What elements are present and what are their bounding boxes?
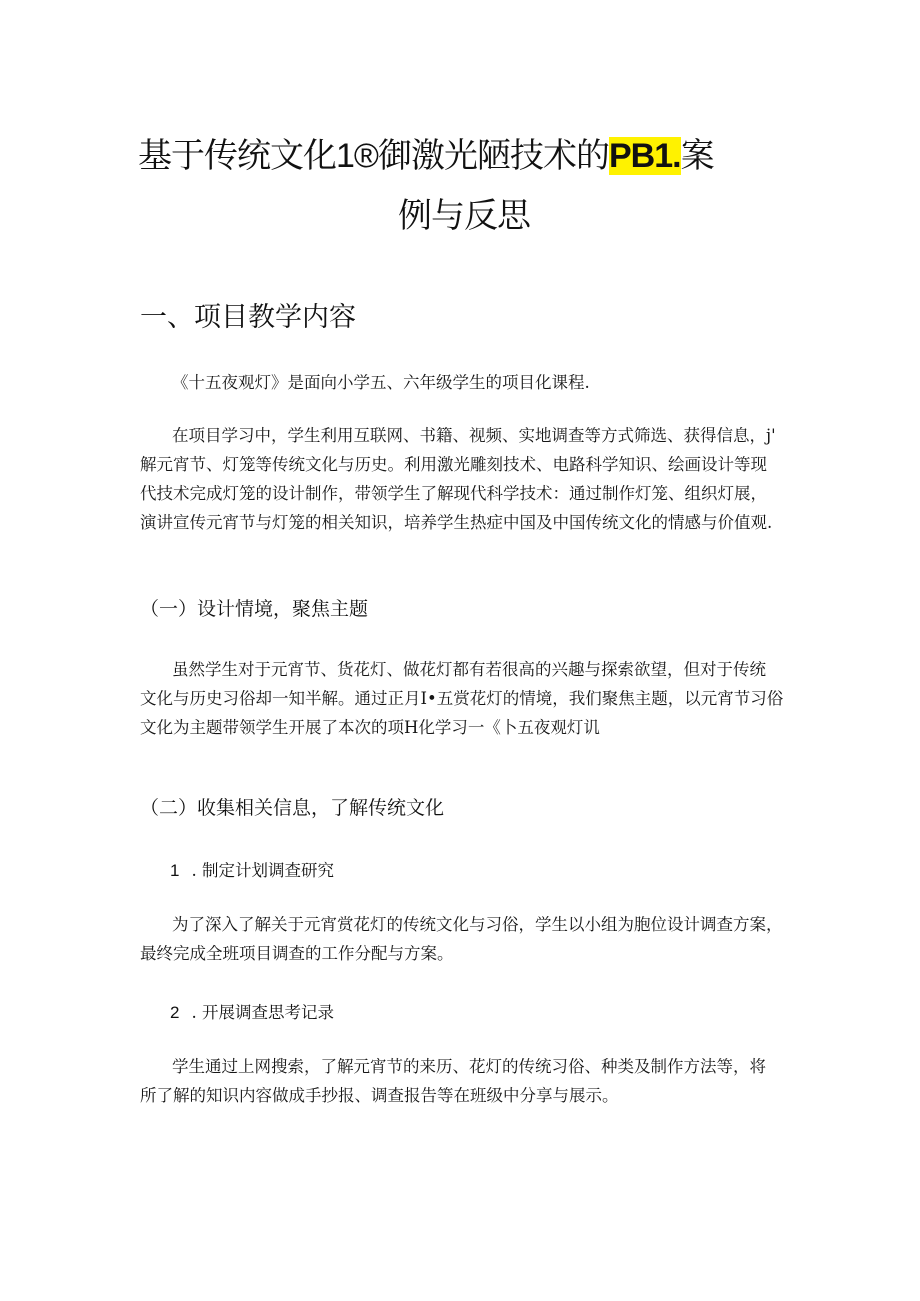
subheading-design-context: （一）设计情境，聚焦主题 xyxy=(140,598,369,620)
paragraph-design-context xyxy=(140,655,800,742)
paragraph-line: 所了解的知识内容做成手抄报、调查报告等在班级中分享与展示。 xyxy=(140,1086,619,1105)
paragraph-line: 《十五夜观灯》是面向小学五、六年级学生的项目化课程. xyxy=(172,373,590,392)
paragraph-line: 文化与历史习俗却一知半解。通过正月I•五赏花灯的情境，我们聚焦主题，以元宵节习俗 xyxy=(140,689,784,708)
paragraph-line: 文化为主题带领学生开展了本次的项H化学习一《卜五夜观灯讥 xyxy=(140,718,600,737)
paragraph-project-learning xyxy=(140,421,800,537)
document-title-line-2: 例与反思 xyxy=(398,197,530,235)
paragraph-line: 解元宵节、灯笼等传统文化与历史。利用激光雕刻技术、电路科学知识、绘画设计等现 xyxy=(140,455,767,474)
paragraph-survey-record xyxy=(140,1052,800,1110)
document-title-line-1 xyxy=(138,134,714,178)
numbered-heading-2 xyxy=(170,999,334,1027)
paragraph-line: 为了深入了解关于元宵赏花灯的传统文化与习俗，学生以小组为胞位设计调查方案， xyxy=(172,915,783,934)
title-text-c: 案 xyxy=(680,137,714,175)
title-text-a: 基于传统文化1®御激光陋技术的 xyxy=(138,137,609,175)
paragraph-line: 在项目学习中，学生利用互联网、书籍、视频、实地调查等方式筛选、获得信息，j' xyxy=(172,426,776,445)
item-title: . 制定计划调查研究 xyxy=(191,861,334,880)
item-number: 2 xyxy=(170,1003,180,1022)
section-heading-1: 一、项目教学内容 xyxy=(140,302,356,333)
paragraph-plan-survey xyxy=(140,910,800,968)
paragraph-line: 学生通过上网搜索，了解元宵节的来历、花灯的传统习俗、种类及制作方法等，将 xyxy=(172,1057,766,1076)
numbered-heading-1 xyxy=(170,857,334,885)
paragraph-line: 代技术完成灯笼的设计制作，带领学生了解现代科学技术：通过制作灯笼、组织灯展， xyxy=(140,484,767,503)
item-number: 1 xyxy=(170,861,180,880)
paragraph-line: 最终完成全班项目调查的工作分配与方案。 xyxy=(140,944,454,963)
item-title: . 开展调查思考记录 xyxy=(191,1003,334,1022)
paragraph-line: 虽然学生对于元宵节、货花灯、做花灯都有若很高的兴趣与探索欲望，但对于传统 xyxy=(172,660,766,679)
subheading-collect-info: （二）收集相关信息，了解传统文化 xyxy=(140,797,445,819)
paragraph-line: 演讲宣传元宵节与灯笼的相关知识，培养学生热症中国及中国传统文化的情感与价值观. xyxy=(140,513,773,532)
paragraph-intro xyxy=(140,368,800,397)
title-highlighted-text: PB1. xyxy=(608,137,681,175)
